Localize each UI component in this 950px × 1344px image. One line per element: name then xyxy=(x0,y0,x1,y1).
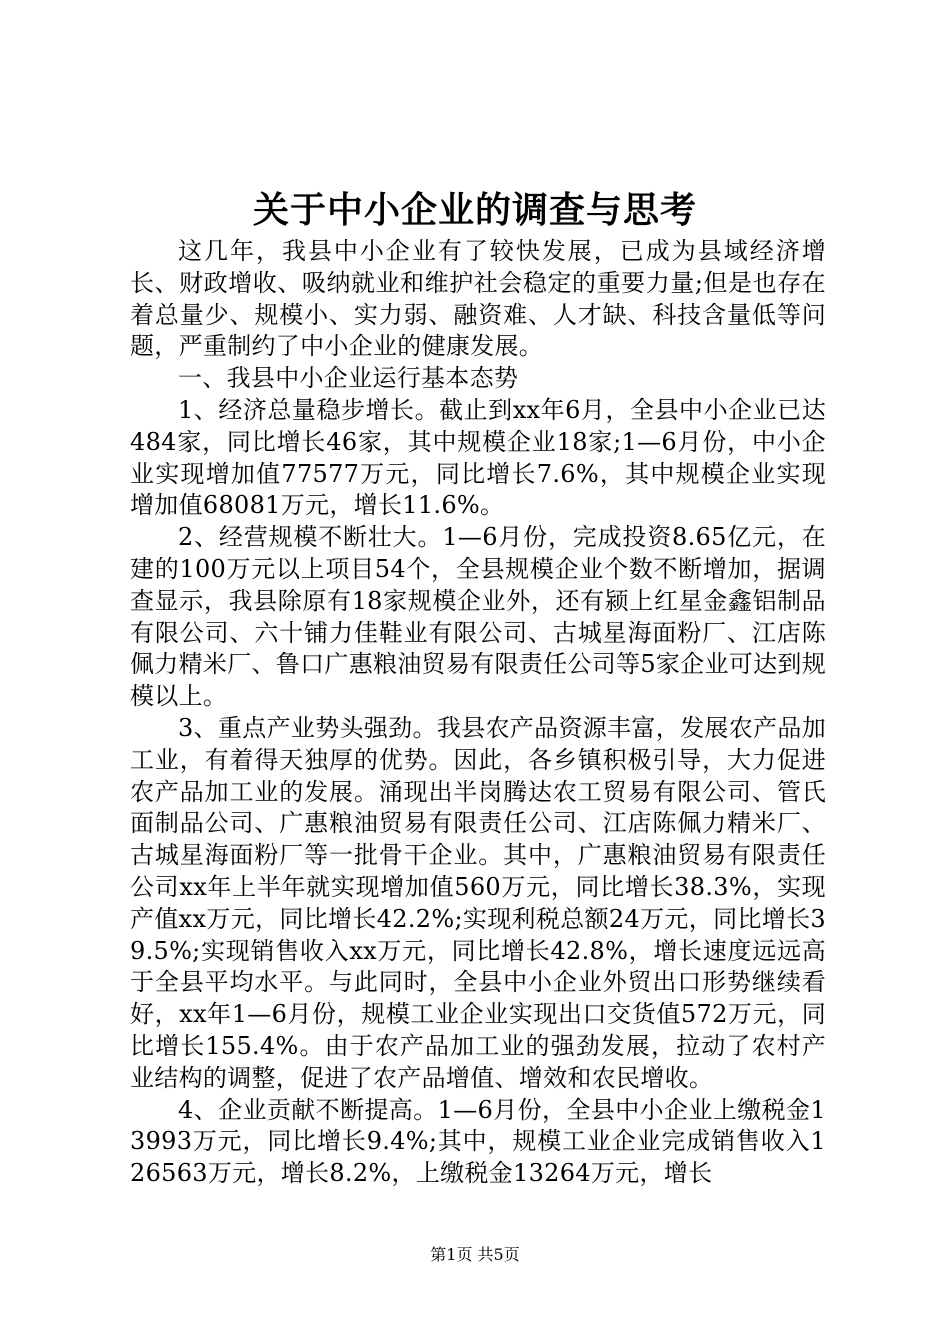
document-title: 关于中小企业的调查与思考 xyxy=(252,189,697,231)
paragraph-item-2: 2、经营规模不断壮大。1—6月份，完成投资8.65亿元，在建的100万元以上项目54个，全县规模企业个数不断增加，据调查显示，我县除原有18家规模企业外，还有颍上红星金鑫铝制品有限公司、六十铺力佳鞋业有限公司、古城星海面粉厂、江店陈佩力精米厂、鲁口广惠粮油贸易有限责任公司等5家企业可达到规模以上。 xyxy=(130,523,826,711)
section-heading: 一、我县中小企业运行基本态势 xyxy=(178,364,519,393)
document-body xyxy=(130,236,826,1190)
page-number-footer: 第1页 共5页 xyxy=(430,1245,520,1264)
paragraph-item-4: 4、企业贡献不断提高。1—6月份，全县中小企业上缴税金13993万元，同比增长9.4%;其中，规模工业企业完成销售收入126563万元，增长8.2%，上缴税金13264万元，增长 xyxy=(130,1095,826,1188)
paragraph-item-1: 1、经济总量稳步增长。截止到xx年6月，全县中小企业已达484家，同比增长46家，其中规模企业18家;1—6月份，中小企业实现增加值77577万元，同比增长7.6%，其中规模企业实现增加值68081万元，增长11.6%。 xyxy=(130,395,826,520)
paragraph-intro: 这几年，我县中小企业有了较快发展，已成为县域经济增长、财政增收、吸纳就业和维护社会稳定的重要力量;但是也存在着总量少、规模小、实力弱、融资难、人才缺、科技含量低等问题，严重制约了中小企业的健康发展。 xyxy=(130,237,826,361)
paragraph-item-3: 3、重点产业势头强劲。我县农产品资源丰富，发展农产品加工业，有着得天独厚的优势。因此，各乡镇积极引导，大力促进农产品加工业的发展。涌现出半岗腾达农工贸易有限公司、管氏面制品公司、广惠粮油贸易有限责任公司、江店陈佩力精米厂、古城星海面粉厂等一批骨干企业。其中，广惠粮油贸易有限责任公司xx年上半年就实现增加值560万元，同比增长38.3%，实现产值xx万元，同比增长42.2%;实现利税总额24万元，同比增长39.5%;实现销售收入xx万元，同比增长42.8%，增长速度远远高于全县平均水平。与此同时，全县中小企业外贸出口形势继续看好，xx年1—6月份，规模工业企业实现出口交货值572万元，同比增长155.4%。由于农产品加工业的强劲发展，拉动了农村产业结构的调整，促进了农产品增值、增效和农民增收。 xyxy=(130,713,826,1092)
